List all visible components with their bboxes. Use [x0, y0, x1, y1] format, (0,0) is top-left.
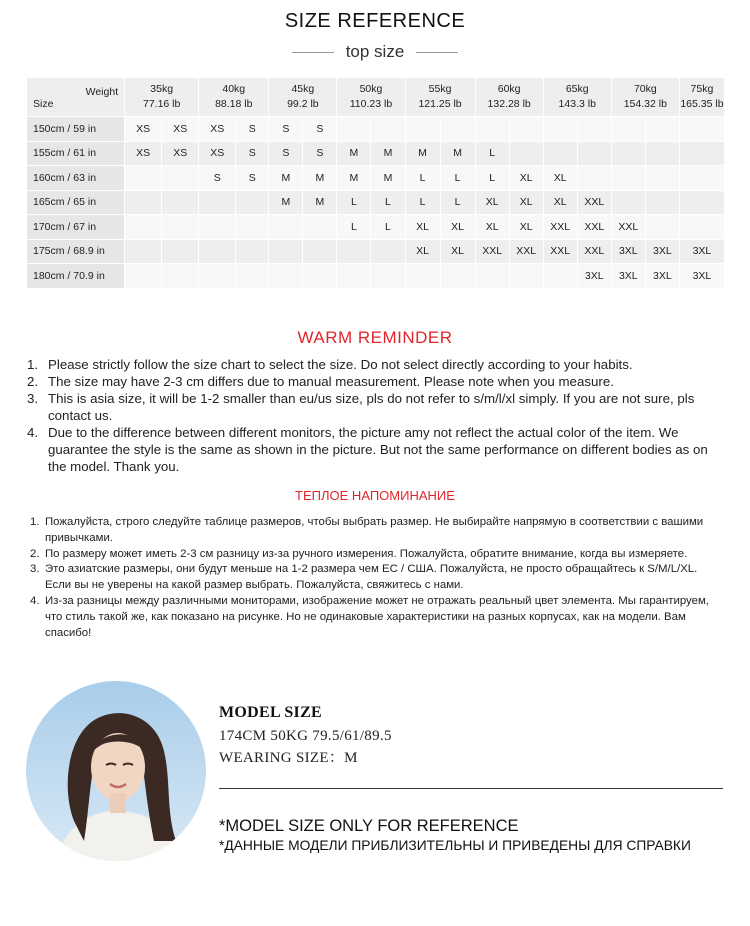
weight-header-cell: [269, 78, 337, 117]
reminder-item: [30, 594, 725, 641]
warm-reminder-list: [27, 356, 727, 475]
size-cell: S: [199, 166, 236, 191]
size-cell: [510, 117, 544, 142]
size-cell: [544, 264, 578, 289]
size-cell: [303, 240, 337, 265]
reminder-item-text: The size may have 2-3 cm differs due to manual measurement. Please note when you measure.: [48, 374, 614, 389]
size-cell: XXL: [510, 240, 544, 265]
model-divider: [219, 788, 723, 789]
size-cell: [199, 191, 236, 216]
size-cell: XS: [125, 117, 162, 142]
size-cell: S: [269, 117, 303, 142]
reminder-item: [30, 547, 725, 563]
size-cell: [680, 142, 725, 167]
size-cell: XL: [544, 191, 578, 216]
weight-header-cell: [612, 78, 680, 117]
size-cell: XL: [406, 215, 441, 240]
size-cell: [162, 215, 199, 240]
table-row: [27, 191, 725, 216]
model-size-heading: MODEL SIZE: [219, 704, 323, 721]
table-row: [27, 166, 725, 191]
size-cell: [441, 264, 476, 289]
size-cell: [337, 240, 371, 265]
size-cell: XXL: [578, 215, 612, 240]
size-cell: XS: [162, 117, 199, 142]
weight-header-cell: [125, 78, 199, 117]
size-cell: L: [441, 166, 476, 191]
table-row: [27, 264, 725, 289]
size-cell: L: [337, 215, 371, 240]
weight-lb: 154.32 lb: [623, 98, 667, 110]
reminder-item-text: Это азиатские размеры, они будут меньше на 1-2 размера чем ЕС / США. Пожалуйста, не просто обращайтесь к S/M/L/XL. Если вы не уверены на какой размер выбрать. Пожалуйста, свяжитесь с нами.: [45, 563, 698, 592]
reminder-item-text: This is asia size, it will be 1-2 smaller than eu/us size, pls do not refer to s/m/l/xl simply. If you are not sure, pls contact us.: [48, 391, 695, 423]
size-cell: 3XL: [680, 240, 725, 265]
height-label-cell: 150cm / 59 in: [27, 117, 125, 142]
size-cell: 3XL: [578, 264, 612, 289]
size-cell: [125, 215, 162, 240]
weight-kg: 75kg: [690, 83, 714, 95]
size-cell: XXL: [612, 215, 646, 240]
size-cell: [646, 191, 680, 216]
reminder-item-number: 3.: [27, 391, 39, 406]
size-cell: [476, 117, 510, 142]
weight-header-cell: [199, 78, 269, 117]
size-cell: [646, 166, 680, 191]
reminder-item: [27, 356, 727, 373]
weight-kg: 40kg: [222, 83, 246, 95]
size-cell: L: [406, 191, 441, 216]
size-cell: M: [337, 142, 371, 167]
table-row: [27, 117, 725, 142]
size-cell: [199, 264, 236, 289]
height-label-cell: 180cm / 70.9 in: [27, 264, 125, 289]
size-cell: [162, 240, 199, 265]
size-cell: [510, 142, 544, 167]
size-cell: [125, 264, 162, 289]
model-note-ru: *ДАННЫЕ МОДЕЛИ ПРИБЛИЗИТЕЛЬНЫ И ПРИВЕДЕНЫ ДЛЯ СПРАВКИ: [219, 838, 691, 853]
size-cell: [612, 166, 646, 191]
weight-header-cell: [337, 78, 405, 117]
reminder-item-number: 4.: [30, 594, 40, 607]
weight-axis-label: Weight: [85, 86, 119, 98]
weight-lb: 88.18 lb: [215, 98, 253, 110]
size-cell: S: [269, 142, 303, 167]
size-cell: S: [236, 166, 269, 191]
size-cell: [125, 166, 162, 191]
reminder-item-text: Пожалуйста, строго следуйте таблице размеров, чтобы выбрать размер. Не выбирайте напрямую в соответствии с вашими привычками.: [45, 516, 704, 544]
table-header-row: [27, 78, 725, 117]
size-cell: [612, 142, 646, 167]
size-cell: L: [476, 166, 510, 191]
size-cell: [199, 240, 236, 265]
size-cell: XXL: [476, 240, 510, 265]
size-cell: [236, 191, 269, 216]
size-cell: L: [476, 142, 510, 167]
size-cell: [680, 191, 725, 216]
reminder-item: [27, 373, 727, 390]
size-cell: [303, 264, 337, 289]
size-cell: L: [371, 215, 405, 240]
page-subtitle: top size: [345, 42, 405, 61]
size-cell: XS: [162, 142, 199, 167]
size-cell: [646, 215, 680, 240]
weight-kg: 35kg: [150, 83, 174, 95]
subtitle-row: [0, 40, 750, 64]
size-cell: [337, 264, 371, 289]
height-label-cell: 165cm / 65 in: [27, 191, 125, 216]
table-row: [27, 240, 725, 265]
size-cell: [646, 142, 680, 167]
reminder-item-text: Из-за разницы между различными мониторами, изображение может не отражать реальный цвет элемента. Мы гарантируем, что стиль такой же, как показано на рисунке. Но не одинаковые характеристики на разных корпусах, как на модели. Вам спасибо!: [45, 594, 709, 639]
weight-kg: 45kg: [291, 83, 315, 95]
weight-kg: 65kg: [565, 83, 589, 95]
size-cell: 3XL: [646, 264, 680, 289]
size-cell: [441, 117, 476, 142]
warm-reminder-ru-list: [30, 515, 725, 641]
size-cell: [236, 240, 269, 265]
size-cell: [303, 215, 337, 240]
size-cell: XL: [510, 166, 544, 191]
size-cell: 3XL: [612, 240, 646, 265]
table-row: [27, 142, 725, 167]
size-cell: [406, 264, 441, 289]
size-cell: [269, 215, 303, 240]
size-cell: [646, 117, 680, 142]
weight-lb: 99.2 lb: [287, 98, 319, 110]
size-cell: S: [303, 117, 337, 142]
height-label-cell: 170cm / 67 in: [27, 215, 125, 240]
size-chart-table: [27, 78, 725, 289]
size-cell: [510, 264, 544, 289]
size-cell: M: [371, 166, 405, 191]
model-portrait-illustration: [26, 681, 206, 861]
reminder-item-number: 1.: [27, 357, 39, 372]
size-cell: M: [371, 142, 405, 167]
size-cell: [612, 117, 646, 142]
reminder-item-number: 4.: [27, 425, 39, 440]
size-cell: XS: [199, 117, 236, 142]
size-cell: 3XL: [612, 264, 646, 289]
size-cell: XXL: [544, 215, 578, 240]
warm-reminder-ru-title: ТЕПЛОЕ НАПОМИНАНИЕ: [295, 488, 455, 503]
weight-lb: 110.23 lb: [349, 98, 393, 110]
size-cell: XL: [544, 166, 578, 191]
reminder-item: [30, 562, 725, 594]
size-cell: XL: [441, 215, 476, 240]
size-cell: [162, 191, 199, 216]
reminder-item-number: 2.: [30, 547, 40, 560]
size-cell: [371, 240, 405, 265]
weight-kg: 60kg: [497, 83, 521, 95]
size-cell: [162, 166, 199, 191]
size-cell: XL: [476, 215, 510, 240]
size-cell: XL: [406, 240, 441, 265]
size-cell: [544, 117, 578, 142]
weight-header-cell: [406, 78, 476, 117]
model-note-en: *MODEL SIZE ONLY FOR REFERENCE: [219, 817, 519, 835]
size-cell: M: [441, 142, 476, 167]
size-cell: [125, 240, 162, 265]
model-stats: 174CM 50KG 79.5/61/89.5: [219, 728, 392, 744]
reminder-item: [27, 424, 727, 475]
size-cell: L: [406, 166, 441, 191]
size-cell: M: [337, 166, 371, 191]
size-cell: [406, 117, 441, 142]
size-cell: 3XL: [680, 264, 725, 289]
size-cell: XL: [510, 191, 544, 216]
size-cell: [476, 264, 510, 289]
size-cell: [269, 264, 303, 289]
weight-lb: 132.28 lb: [487, 98, 531, 110]
height-label-cell: 155cm / 61 in: [27, 142, 125, 167]
size-cell: [612, 191, 646, 216]
weight-lb: 77.16 lb: [142, 98, 181, 110]
weight-header-cell: [476, 78, 544, 117]
size-cell: XS: [125, 142, 162, 167]
reminder-item-text: Due to the difference between different monitors, the picture amy not reflect the actual color of the item. We guarantee the style is the same as shown in the picture. But not the same performance on different bodies as on the model. Thank you.: [48, 425, 708, 474]
size-cell: M: [269, 166, 303, 191]
table-row: [27, 215, 725, 240]
divider-left: [292, 52, 334, 53]
size-cell: [578, 142, 612, 167]
weight-kg: 70kg: [633, 83, 657, 95]
reminder-item: [30, 515, 725, 547]
size-cell: XL: [510, 215, 544, 240]
size-axis-label: Size: [33, 98, 54, 110]
size-cell: XL: [476, 191, 510, 216]
model-photo: [26, 681, 206, 861]
divider-right: [416, 52, 458, 53]
weight-kg: 55kg: [428, 83, 452, 95]
size-cell: XS: [199, 142, 236, 167]
size-cell: [269, 240, 303, 265]
size-cell: [680, 117, 725, 142]
size-cell: 3XL: [646, 240, 680, 265]
reminder-item: [27, 390, 727, 424]
size-cell: [578, 166, 612, 191]
size-cell: S: [303, 142, 337, 167]
size-cell: L: [371, 191, 405, 216]
size-cell: [236, 264, 269, 289]
size-cell: [680, 166, 725, 191]
size-cell: [236, 215, 269, 240]
size-cell: [371, 117, 405, 142]
size-cell: XL: [441, 240, 476, 265]
size-cell: M: [303, 166, 337, 191]
size-cell: XXL: [578, 240, 612, 265]
size-cell: XXL: [544, 240, 578, 265]
size-cell: [337, 117, 371, 142]
size-cell: S: [236, 142, 269, 167]
page-title: SIZE REFERENCE: [284, 10, 466, 32]
size-cell: L: [337, 191, 371, 216]
reminder-item-number: 1.: [30, 516, 40, 528]
size-cell: S: [236, 117, 269, 142]
table-corner-cell: [27, 78, 125, 117]
size-cell: [125, 191, 162, 216]
size-cell: M: [269, 191, 303, 216]
height-label-cell: 160cm / 63 in: [27, 166, 125, 191]
weight-lb: 165.35 lb: [680, 98, 724, 110]
weight-header-cell: [544, 78, 612, 117]
size-cell: L: [441, 191, 476, 216]
reminder-item-text: Please strictly follow the size chart to select the size. Do not select directly according to your habits.: [48, 357, 633, 372]
size-cell: M: [303, 191, 337, 216]
weight-kg: 50kg: [359, 83, 383, 95]
weight-lb: 143.3 lb: [558, 98, 596, 110]
weight-lb: 121.25 lb: [418, 98, 462, 110]
reminder-item-text: По размеру может иметь 2-3 см разницу из-за ручного измерения. Пожалуйста, обратите внимание, когда вы измеряете.: [45, 547, 688, 560]
size-cell: [544, 142, 578, 167]
model-wearing-size: WEARING SIZE：M: [219, 750, 358, 766]
reminder-item-number: 3.: [30, 563, 40, 576]
weight-header-cell: [680, 78, 725, 117]
size-cell: M: [406, 142, 441, 167]
size-cell: [162, 264, 199, 289]
size-cell: XXL: [578, 191, 612, 216]
reminder-item-number: 2.: [27, 374, 39, 389]
size-cell: [578, 117, 612, 142]
warm-reminder-title: WARM REMINDER: [297, 328, 453, 347]
size-cell: [371, 264, 405, 289]
size-cell: [199, 215, 236, 240]
height-label-cell: 175cm / 68.9 in: [27, 240, 125, 265]
size-cell: [680, 215, 725, 240]
